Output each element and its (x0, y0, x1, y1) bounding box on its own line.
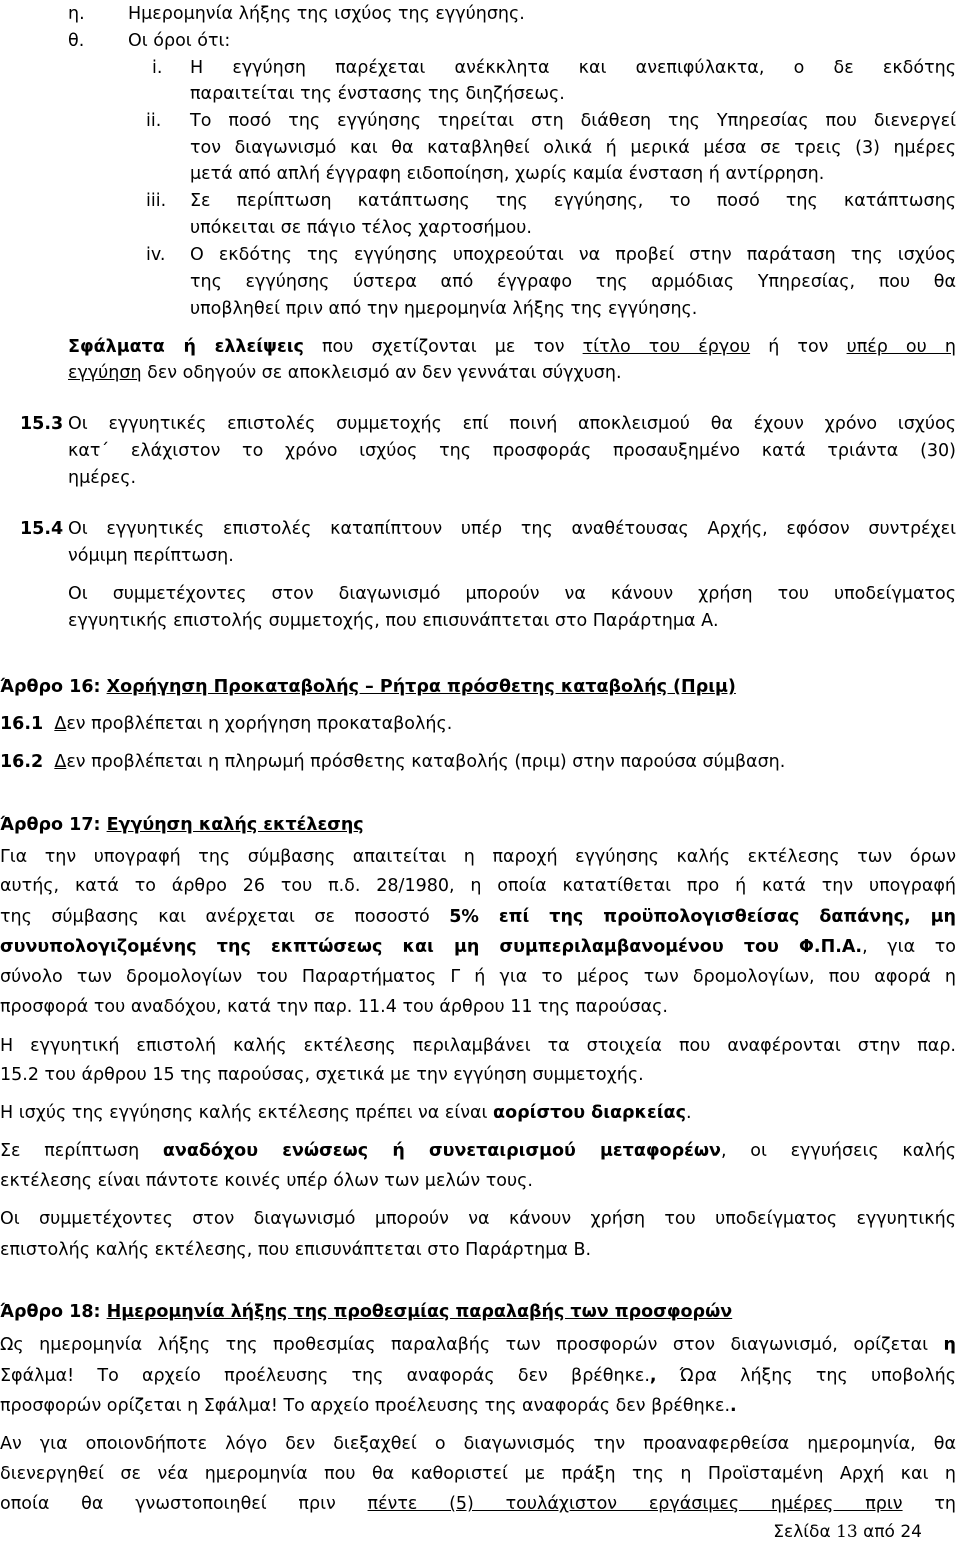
article-17-line6: προσφορά του αναδόχου, κατά την παρ. 11.4 του άρθρου 11 της παρούσας. (0, 997, 668, 1017)
section-15-4-line2: νόμιμη περίπτωση. (68, 546, 234, 566)
page-footer: Σελίδα 13 από 24 (773, 1522, 922, 1542)
section-15-3-line1: Οι εγγυητικές επιστολές συμμετοχής επί ποινή αποκλεισμού θα έχουν χρόνο ισχύος (68, 414, 956, 434)
section-15-para-line2: εγγυητικής επιστολής συμμετοχής, που επισυνάπτεται στο Παράρτημα Α. (68, 611, 719, 631)
section-15-para-line1: Οι συμμετέχοντες στον διαγωνισμό μπορούν να κάνουν χρήση του υποδείγματος (68, 584, 956, 604)
item-ii-line3: μετά από απλή έγγραφη ειδοποίηση, χωρίς καμία ένσταση ή αντίρρηση. (190, 164, 825, 184)
item-ii-line2: τον διαγωνισμό και θα καταβληθεί ολικά ή μερικά μέσα σε τρεις (3) ημέρες (190, 138, 956, 158)
article-17-line13: επιστολής καλής εκτέλεσης, που επισυνάπτεται στο Παράρτημα Β. (0, 1240, 592, 1260)
article-17-line4: συνυπολογιζομένης της εκπτώσεως και μη συμπεριλαμβανομένου του Φ.Π.Α., για το (0, 937, 957, 957)
article-17-line2: αυτής, κατά το άρθρο 26 του π.δ. 28/1980, η οποία κατατίθεται προ ή κατά την υπογραφή (0, 876, 956, 896)
article-16-heading: Άρθρο 16: Χορήγηση Προκαταβολής – Ρήτρα πρόσθετης καταβολής (Πριμ) (0, 677, 736, 697)
article-17-line7: Η εγγυητική επιστολή καλής εκτέλεσης περιλαμβάνει τα στοιχεία που αναφέρονται στην παρ. (0, 1036, 956, 1056)
article-17-line10: Σε περίπτωση αναδόχου ενώσεως ή συνεταιρισμού μεταφορέων, οι εγγυήσεις καλής (0, 1141, 956, 1161)
article-18-line3: προσφορών ορίζεται η Σφάλμα! Το αρχείο προέλευσης της αναφοράς δεν βρέθηκε.. (0, 1396, 737, 1416)
item-eta-marker: η. (68, 4, 85, 24)
section-15-3-line3: ημέρες. (68, 468, 137, 488)
item-iii-line1: Σε περίπτωση κατάπτωσης της εγγύησης, το ποσό της κατάπτωσης (190, 191, 956, 211)
section-15-3-line2: κατ΄ ελάχιστον το χρόνο ισχύος της προσφοράς προσαυξημένο κατά τριάντα (30) (68, 441, 956, 461)
item-ii-line1: Το ποσό της εγγύησης τηρείται στη διάθεση της Υπηρεσίας που διενεργεί (190, 111, 956, 131)
article-18-heading: Άρθρο 18: Ημερομηνία λήξης της προθεσμίας παραλαβής των προσφορών (0, 1302, 733, 1322)
item-i-marker: i. (152, 58, 163, 78)
article-18-line5: διενεργηθεί σε νέα ημερομηνία που θα καθοριστεί με πράξη της η Προϊσταμένη Αρχή και η (0, 1464, 956, 1484)
item-theta-text: Οι όροι ότι: (128, 31, 231, 51)
article-17-line11: εκτέλεσης είναι πάντοτε κοινές υπέρ όλων των μελών τους. (0, 1171, 533, 1191)
item-iv-line3: υποβληθεί πριν από την ημερομηνία λήξης της εγγύησης. (190, 299, 698, 319)
item-eta-text: Ημερομηνία λήξης της ισχύος της εγγύησης. (128, 4, 525, 24)
item-iv-line2: της εγγύησης ύστερα από έγγραφο της αρμόδιας Υπηρεσίας, που θα (190, 272, 956, 292)
item-i-line1: Η εγγύηση παρέχεται ανέκκλητα και ανεπιφύλακτα, ο δε εκδότης (190, 58, 956, 78)
article-16-1: 16.1 Δεν προβλέπεται η χορήγηση προκαταβολής. (0, 714, 453, 734)
item-iii-line2: υπόκειται σε πάγιο τέλος χαρτοσήμου. (190, 218, 532, 238)
section-15-4-number: 15.4 (20, 519, 64, 539)
article-17-line1: Για την υπογραφή της σύμβασης απαιτείται η παροχή εγγύησης καλής εκτέλεσης των όρων (0, 847, 956, 867)
errors-line1: Σφάλματα ή ελλείψεις που σχετίζονται με τον τίτλο του έργου ή τον υπέρ ου η (68, 337, 956, 357)
article-18-line2: Σφάλμα! Το αρχείο προέλευσης της αναφοράς δεν βρέθηκε., Ώρα λήξης της υποβολής (0, 1366, 956, 1386)
article-17-line8: 15.2 του άρθρου 15 της παρούσας, σχετικά με την εγγύηση συμμετοχής. (0, 1065, 644, 1085)
item-i-line2: παραιτείται της ένστασης της διηζήσεως. (190, 84, 565, 104)
article-17-heading: Άρθρο 17: Εγγύηση καλής εκτέλεσης (0, 815, 364, 835)
article-18-line4: Αν για οποιονδήποτε λόγο δεν διεξαχθεί ο διαγωνισμός την προαναφερθείσα ημερομηνία, θα (0, 1434, 956, 1454)
section-15-3-number: 15.3 (20, 414, 64, 434)
item-iv-line1: Ο εκδότης της εγγύησης υποχρεούται να προβεί στην παράταση της ισχύος (190, 245, 956, 265)
article-17-line3: της σύμβασης και ανέρχεται σε ποσοστό 5% επί της προϋπολογισθείσας δαπάνης, μη (0, 907, 957, 927)
item-theta-marker: θ. (68, 31, 85, 51)
item-iii-marker: iii. (146, 191, 167, 211)
article-18-line6: οποία θα γνωστοποιηθεί πριν πέντε (5) τουλάχιστον εργάσιμες ημέρες πριν τη (0, 1494, 956, 1514)
article-17-line9: Η ισχύς της εγγύησης καλής εκτέλεσης πρέπει να είναι αορίστου διαρκείας. (0, 1103, 692, 1123)
article-17-line12: Οι συμμετέχοντες στον διαγωνισμό μπορούν να κάνουν χρήση του υποδείγματος εγγυητικής (0, 1209, 956, 1229)
item-ii-marker: ii. (146, 111, 162, 131)
article-17-line5: σύνολο των δρομολογίων του Παραρτήματος Γ ή για το μέρος των δρομολογίων, που αφορά η (0, 967, 956, 987)
article-16-2: 16.2 Δεν προβλέπεται η πληρωμή πρόσθετης καταβολής (πριμ) στην παρούσα σύμβαση. (0, 752, 786, 772)
errors-line2: εγγύηση δεν οδηγούν σε αποκλεισμό αν δεν γεννάται σύγχυση. (68, 363, 622, 383)
section-15-4-line1: Οι εγγυητικές επιστολές καταπίπτουν υπέρ της αναθέτουσας Αρχής, εφόσον συντρέχει (68, 519, 956, 539)
item-iv-marker: iv. (146, 245, 166, 265)
article-18-line1: Ως ημερομηνία λήξης της προθεσμίας παραλαβής των προσφορών στον διαγωνισμό, ορίζεται η (0, 1335, 956, 1355)
